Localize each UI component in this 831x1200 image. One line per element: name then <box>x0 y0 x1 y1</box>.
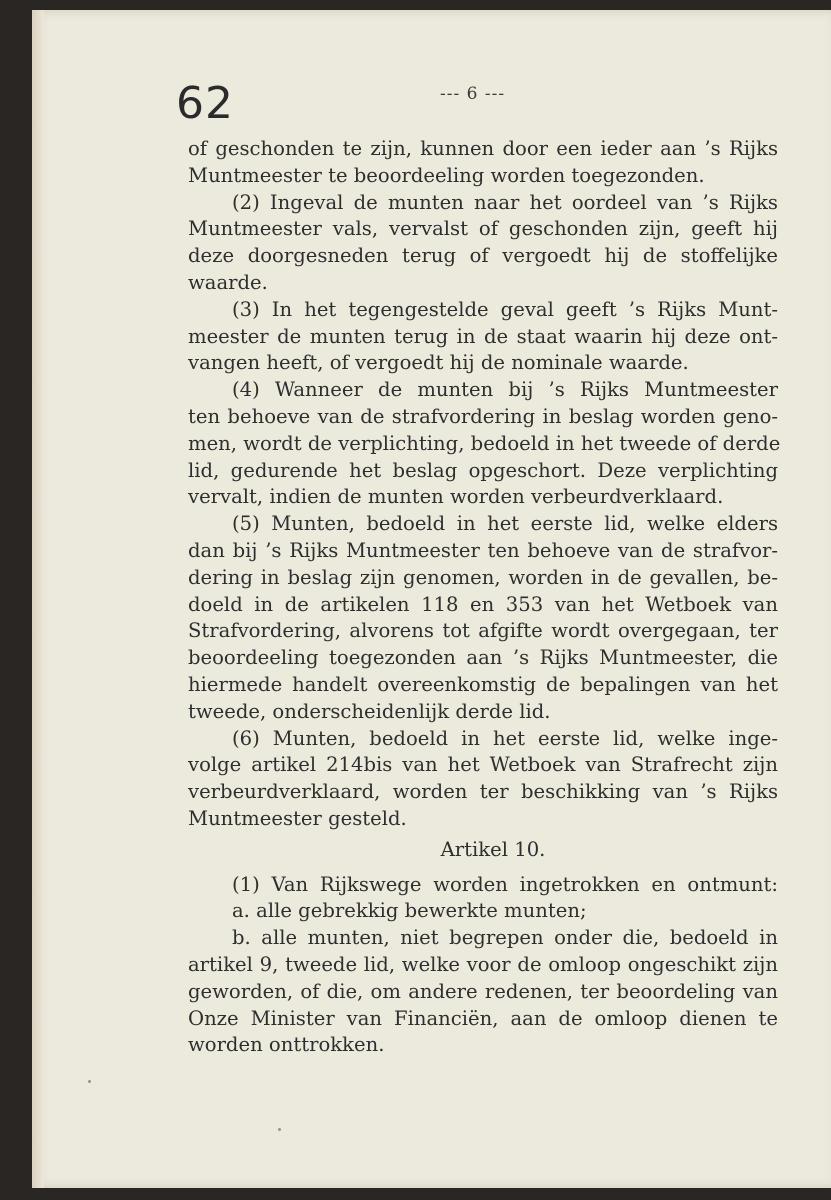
text-line: geworden, of die, om andere redenen, ter beoordeling van <box>188 979 778 1003</box>
text-line: Muntmeester gesteld. <box>188 806 407 830</box>
text-line: doeld in de artikelen 118 en 353 van het Wetboek van <box>188 592 778 616</box>
text-line: a. alle gebrekkig bewerkte munten; <box>232 899 587 923</box>
text-line: dan bij ’s Rijks Muntmeester ten behoeve van de strafvor- <box>188 538 778 562</box>
text-line: vangen heeft, of vergoedt hij de nominale waarde. <box>188 351 689 375</box>
body-text <box>188 136 781 1059</box>
text-line: tweede, onderscheidenlijk derde lid. <box>188 699 551 723</box>
running-header: --- 6 --- <box>440 84 506 104</box>
text-line: men, wordt de verplichting, bedoeld in het tweede of derde <box>188 431 781 455</box>
paper-speck <box>278 1128 281 1131</box>
text-line: verbeurdverklaard, worden ter beschikking van ’s Rijks <box>188 780 778 804</box>
text-line: vervalt, indien de munten worden verbeurdverklaard. <box>188 485 724 509</box>
paper-speck <box>88 1080 91 1083</box>
text-line: beoordeeling toegezonden aan ’s Rijks Muntmeester, die <box>188 646 778 670</box>
text-line: lid, gedurende het beslag opgeschort. Deze verplichting <box>188 458 778 482</box>
text-line: worden onttrokken. <box>188 1033 385 1057</box>
text-line: Strafvordering, alvorens tot afgifte wordt overgegaan, ter <box>188 619 778 643</box>
text-line: hiermede handelt overeenkomstig de bepalingen van het <box>188 672 778 696</box>
text-line: deze doorgesneden terug of vergoedt hij de stoffelijke <box>188 244 778 268</box>
text-line: volge artikel 214bis van het Wetboek van Strafrecht zijn <box>188 753 778 777</box>
text-line: dering in beslag zijn genomen, worden in de gevallen, be- <box>188 565 778 589</box>
text-line: Onze Minister van Financiën, aan de omloop dienen te <box>188 1006 778 1030</box>
text-line: (1) Van Rijkswege worden ingetrokken en ontmunt: <box>232 872 778 896</box>
article-heading: Artikel 10. <box>440 837 546 861</box>
text-line: b. alle munten, niet begrepen onder die, bedoeld in <box>232 926 778 950</box>
article-10-text <box>188 872 778 1060</box>
text-line: artikel 9, tweede lid, welke voor de omloop ongeschikt zijn <box>188 952 778 976</box>
text-line: waarde. <box>188 270 268 294</box>
text-line: (6) Munten, bedoeld in het eerste lid, welke inge- <box>232 726 778 750</box>
text-line: Muntmeester vals, vervalst of geschonden zijn, geeft hij <box>188 217 778 241</box>
text-line: (5) Munten, bedoeld in het eerste lid, welke elders <box>232 512 778 536</box>
page-gutter <box>32 10 44 1188</box>
text-line: of geschonden te zijn, kunnen door een ieder aan ’s Rijks <box>188 137 778 160</box>
text-line: meester de munten terug in de staat waarin hij deze ont- <box>188 324 778 348</box>
text-line: ten behoeve van de strafvordering in beslag worden geno- <box>188 404 778 428</box>
text-line: (3) In het tegengestelde geval geeft ’s Rijks Munt- <box>232 297 778 321</box>
text-line: (2) Ingeval de munten naar het oordeel van ’s Rijks <box>232 190 778 214</box>
folio-number: 62 <box>176 78 234 129</box>
text-line: (4) Wanneer de munten bij ’s Rijks Muntmeester <box>232 378 778 402</box>
article-9-continuation <box>188 136 781 833</box>
text-line: Muntmeester te beoordeeling worden toegezonden. <box>188 163 705 187</box>
